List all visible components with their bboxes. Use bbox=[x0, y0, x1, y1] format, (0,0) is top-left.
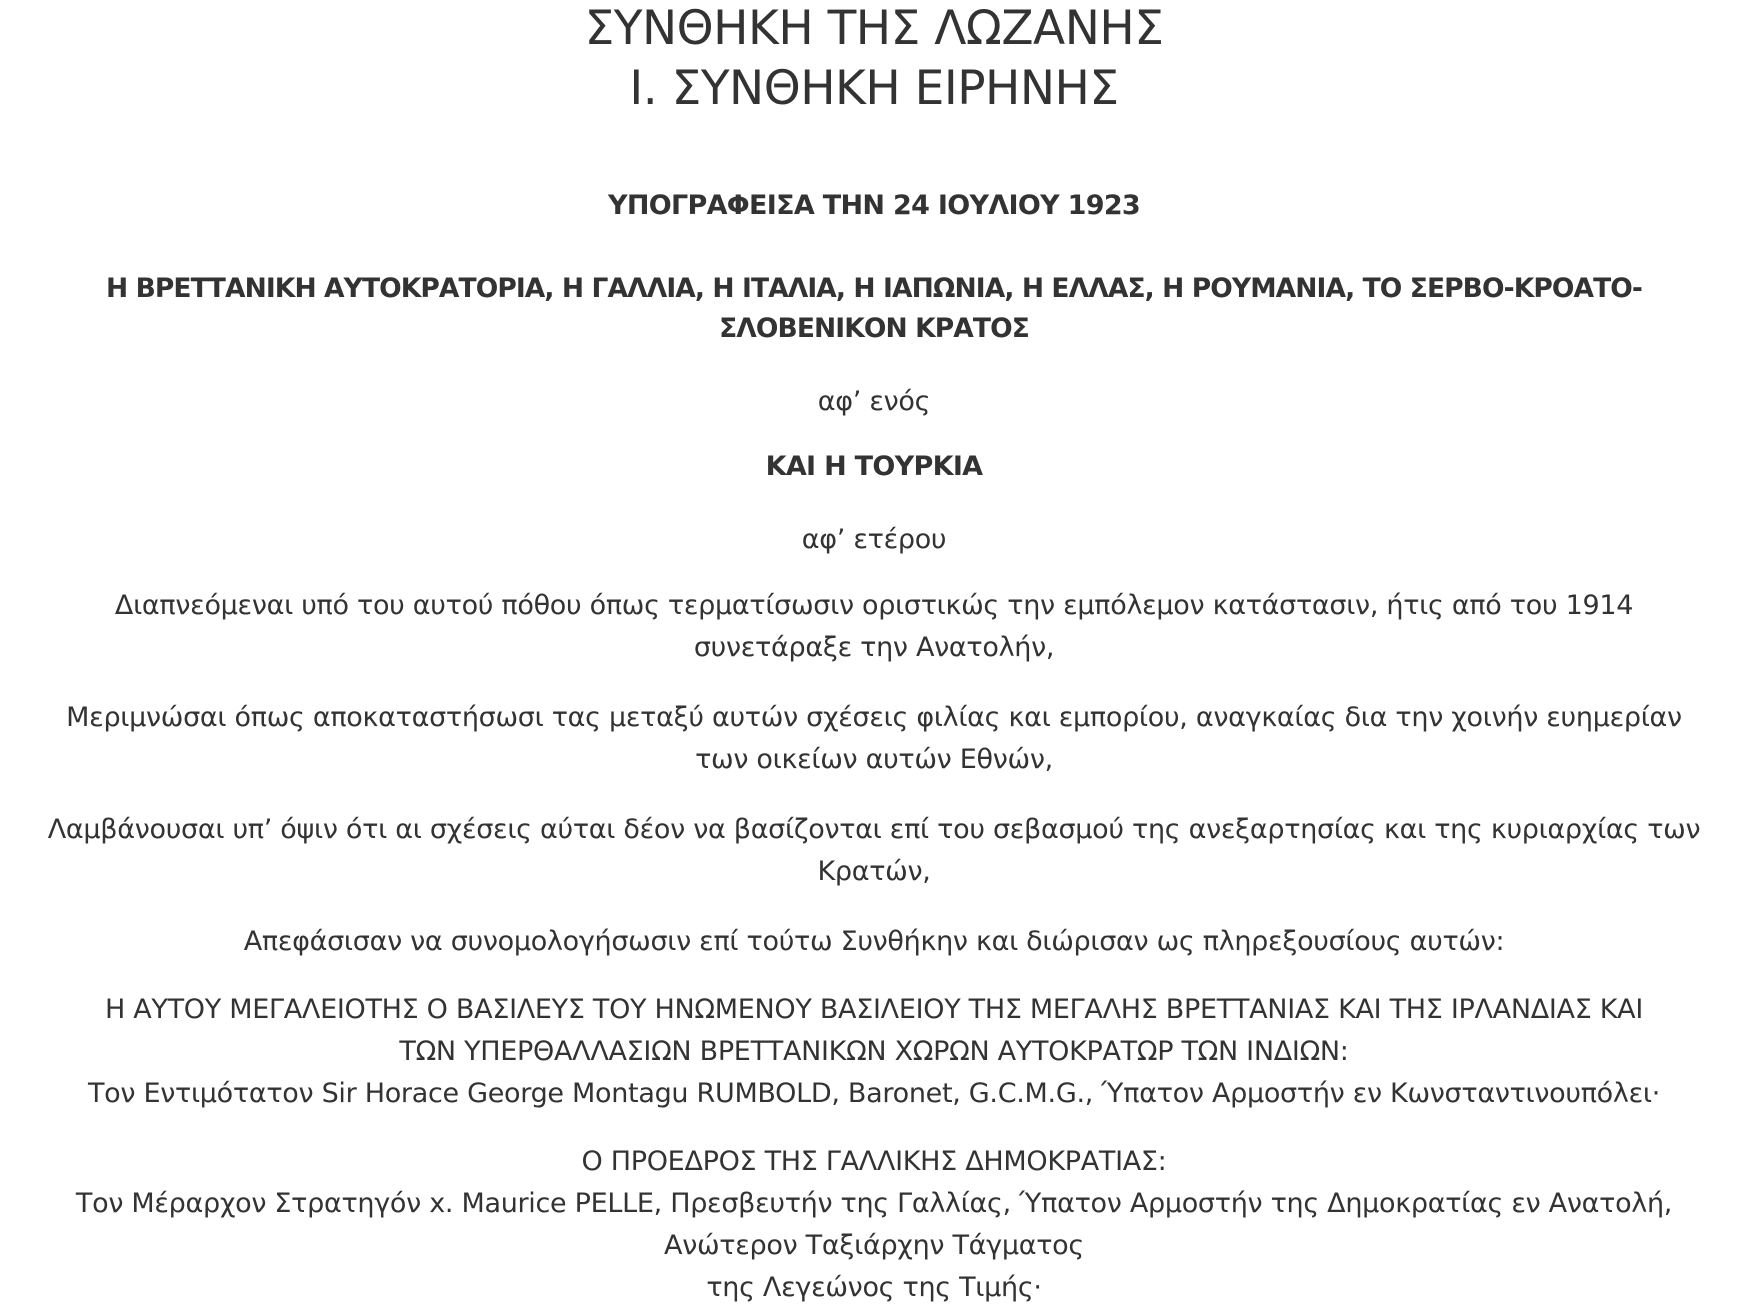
delegate-uk: Τον Εντιμότατον Sir Horace George Montagu RUMBOLD, Baronet, G.C.M.G., Ύπατον Αρμοστήν εν Κωνσταντινουπόλει· bbox=[87, 1078, 1660, 1109]
delegate-france-continued: της Λεγεώνος της Τιμής· bbox=[706, 1272, 1042, 1303]
plenipotentiary-france bbox=[16, 1141, 1732, 1309]
of-other-part: αφ’ ετέρου bbox=[801, 524, 947, 555]
parties-first: Η ΒΡΕΤΤΑΝΙΚΗ ΑΥΤΟΚΡΑΤΟΡΙΑ, Η ΓΑΛΛΙΑ, Η ΙΤΑΛΙΑ, Η ΙΑΠΩΝΙΑ, Η ΕΛΛΑΣ, Η ΡΟΥΜΑΝΙΑ, ΤΟ ΣΕΡΒΟ-ΚΡΟΑΤΟ-ΣΛΟΒΕΝΙΚΟΝ ΚΡΑΤΟΣ bbox=[105, 273, 1642, 344]
preamble-paragraph-2: Μεριμνώσαι όπως αποκαταστήσωσι τας μεταξύ αυτών σχέσεις φιλίας και εμπορίου, αναγκαίας δια την χοινήν ευημερίαν των οικείων αυτών Εθνών, bbox=[66, 702, 1682, 775]
preamble-paragraph-4: Απεφάσισαν να συνομολογήσωσιν επί τούτω Συνθήκην και διώρισαν ως πληρεξουσίους αυτών: bbox=[243, 926, 1505, 957]
delegate-france: Τον Μέραρχον Στρατηγόν x. Maurice PELLE, Πρεσβευτήν της Γαλλίας, Ύπατον Αρμοστήν της Δημοκρατίας εν Ανατολή, Ανώτερον Ταξιάρχην Τάγματος bbox=[75, 1188, 1673, 1261]
title-line-2: Ι. ΣΥΝΘΗΚΗ ΕΙΡΗΝΗΣ bbox=[629, 61, 1119, 116]
of-one-part: αφ’ ενός bbox=[817, 386, 931, 417]
document-title bbox=[16, 0, 1732, 126]
preamble-paragraph-1: Διαπνεόμεναι υπό του αυτού πόθου όπως τερματίσωσιν οριστικώς την εμπόλεμον κατάστασιν, ήτις από του 1914 συνετάραξε την Ανατολήν, bbox=[114, 590, 1634, 663]
preamble-paragraph-3: Λαμβάνουσαι υπ’ όψιν ότι αι σχέσεις αύται δέον να βασίζονται επί του σεβασμού της ανεξαρτησίας και της κυριαρχίας των Κρατών, bbox=[47, 814, 1701, 887]
plenipotentiary-uk bbox=[16, 989, 1732, 1115]
sovereign-uk: Η ΑΥΤΟΥ ΜΕΓΑΛΕΙΟΤΗΣ Ο ΒΑΣΙΛΕΥΣ ΤΟΥ ΗΝΩΜΕΝΟΥ ΒΑΣΙΛΕΙΟΥ ΤΗΣ ΜΕΓΑΛΗΣ ΒΡΕΤΤΑΝΙΑΣ ΚΑΙ ΤΗΣ ΙΡΛΑΝΔΙΑΣ ΚΑΙ ΤΩΝ ΥΠΕΡΘΑΛΛΑΣΙΩΝ ΒΡΕΤΤΑΝΙΚΩΝ ΧΩΡΩΝ ΑΥΤΟΚΡΑΤΩΡ ΤΩΝ ΙΝΔΙΩΝ: bbox=[104, 994, 1644, 1067]
parties-second: ΚΑΙ Η ΤΟΥΡΚΙΑ bbox=[765, 451, 983, 482]
signed-date: ΥΠΟΓΡΑΦΕΙΣΑ ΤΗΝ 24 ΙΟΥΛΙΟΥ 1923 bbox=[608, 190, 1140, 221]
sovereign-france: Ο ΠΡΟΕΔΡΟΣ ΤΗΣ ΓΑΛΛΙΚΗΣ ΔΗΜΟΚΡΑΤΙΑΣ: bbox=[581, 1146, 1167, 1177]
title-line-1: ΣΥΝΘΗΚΗ ΤΗΣ ΛΩΖΑΝΗΣ bbox=[584, 1, 1164, 56]
